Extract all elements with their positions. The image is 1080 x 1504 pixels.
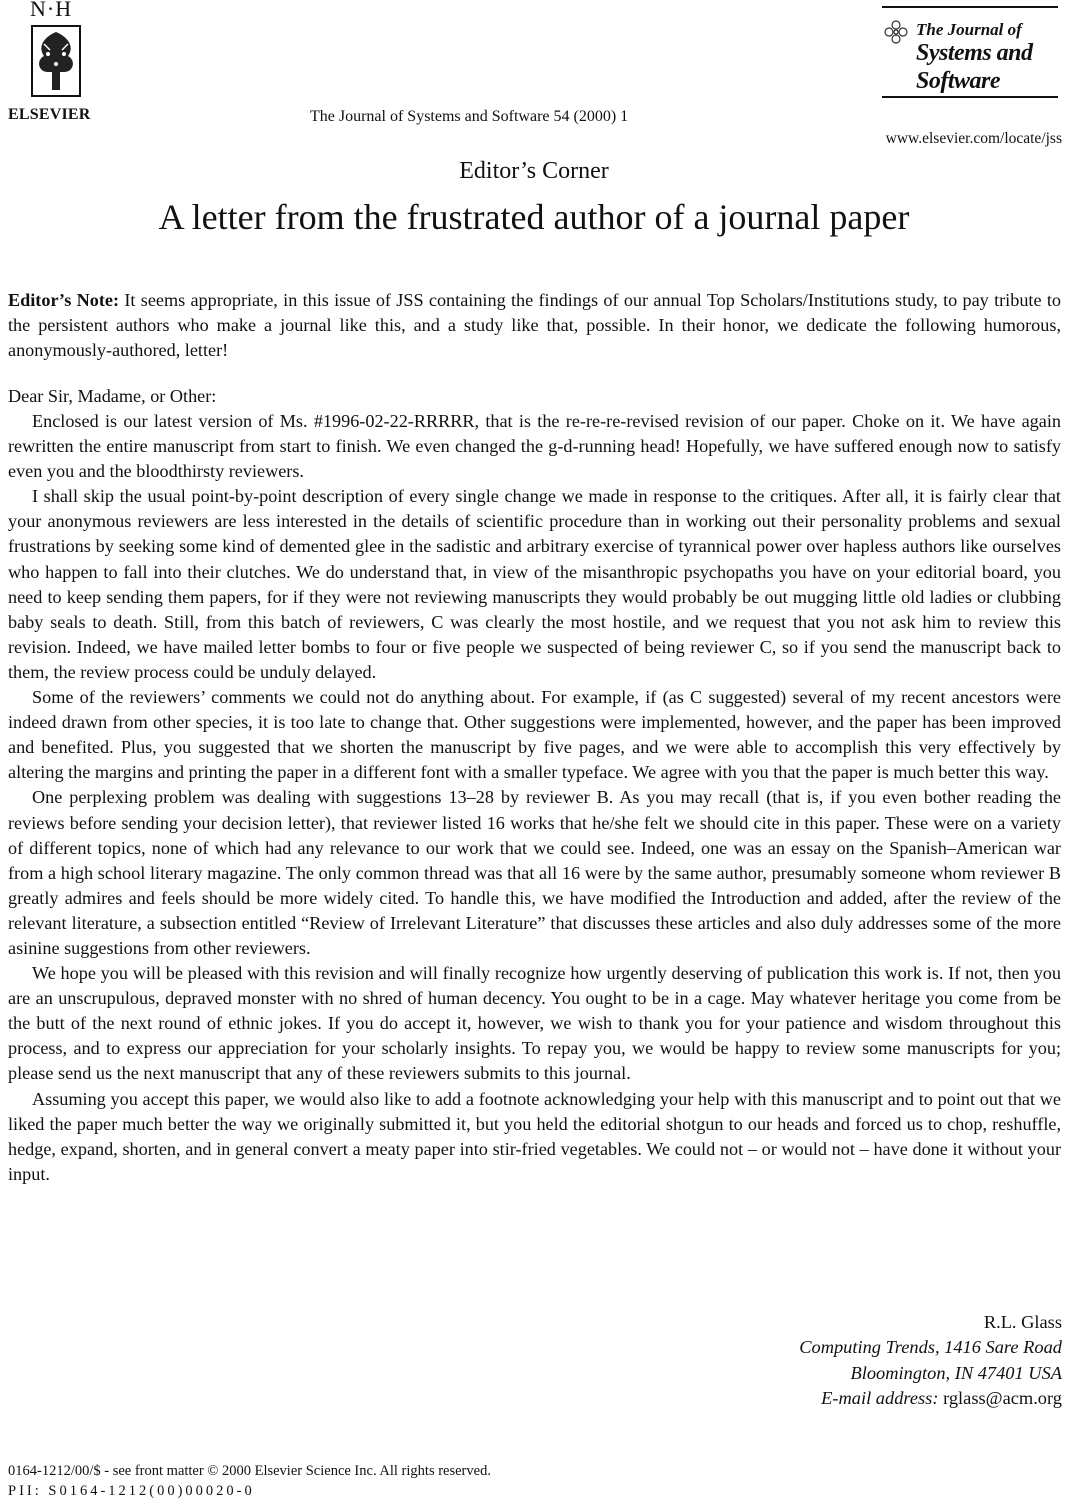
letter-body bbox=[8, 409, 1061, 1187]
signature-block bbox=[799, 1310, 1062, 1412]
pii-line: PII: S0164-1212(00)00020-0 bbox=[8, 1483, 255, 1499]
author-name: R.L. Glass bbox=[983, 1312, 1062, 1332]
author-city: Bloomington, IN 47401 USA bbox=[850, 1362, 1062, 1383]
email-label: E-mail address: bbox=[821, 1388, 939, 1409]
elsevier-tree-icon bbox=[30, 24, 82, 98]
letter-salutation: Dear Sir, Madame, or Other: bbox=[8, 386, 217, 406]
logo-the-journal-of: The Journal of bbox=[916, 20, 1022, 39]
article-title: A letter from the frustrated author of a journal paper bbox=[158, 197, 910, 237]
logo-software: Software bbox=[916, 68, 1001, 94]
editors-note bbox=[8, 288, 1061, 363]
letter-paragraph: One perplexing problem was dealing with suggestions 13–28 by reviewer B. As you may recall (that is, if you even bother reading the reviews before sending your decision letter), that reviewer listed 16 works that he/she felt we should cite in this paper. These were on a variety of different topics, none of which had any relevance to our work that we could see. Indeed, one was an essay on the Spanish–American war from a high school literary magazine. The only common thread was that all 16 were by the same author, presumably someone whom reviewer B greatly admires and feels should be more widely cited. To handle this, we have modified the Introduction and added, after the review of the relevant literature, a subsection entitled “Review of Irrelevant Literature” that discusses these articles and also duly addresses some of the more asinine suggestions from other reviewers. bbox=[8, 787, 1061, 958]
author-email[interactable]: rglass@acm.org bbox=[938, 1388, 1062, 1409]
author-affiliation: Computing Trends, 1416 Sare Road bbox=[799, 1337, 1062, 1358]
section-heading: Editor’s Corner bbox=[459, 158, 609, 184]
editors-note-text: It seems appropriate, in this issue of JSS containing the findings of our annual Top Scholars/Institutions study, to pay tribute to the persistent authors who make a journal like this, and a study like that, possible. In their honor, we dedicate the following humorous, anonymously-authored, letter! bbox=[8, 290, 1061, 361]
publisher-mark: N·H bbox=[30, 0, 73, 21]
letter-paragraph: We hope you will be pleased with this revision and will finally recognize how urgently deserving of publication this work is. If not, then you are an unscrupulous, depraved monster with no shred of human decency. You ought to be in a cage. May whatever heritage you come from be the butt of the next round of ethnic jokes. If you do accept it, however, we wish to thank you for your patience and wisdom throughout this process, and to express our appreciation for your scholarly insights. To repay you, we would be happy to review some manuscripts for you; please send us the next manuscript that any of these reviewers submits to this journal. bbox=[8, 963, 1061, 1084]
copyright-line: 0164-1212/00/$ - see front matter © 2000 Elsevier Science Inc. All rights reserved. bbox=[8, 1463, 491, 1479]
editors-note-label: Editor’s Note: bbox=[8, 290, 120, 310]
letter-paragraph: Enclosed is our latest version of Ms. #1996-02-22-RRRRR, that is the re-re-re-revised revision of our paper. Choke on it. We have again rewritten the entire manuscript from start to finish. We even changed the g-d-running head! Hopefully, we have suffered enough now to satisfy even you and the bloodthirsty reviewers. bbox=[8, 411, 1061, 482]
journal-url[interactable]: www.elsevier.com/locate/jss bbox=[885, 130, 1062, 147]
flower-icon bbox=[884, 20, 908, 44]
publisher-name: ELSEVIER bbox=[8, 106, 91, 123]
letter-paragraph: Assuming you accept this paper, we would also like to add a footnote acknowledging your help with this manuscript and to point out that we liked the paper much better the way we originally submitted it, but you held the editorial shotgun to our heads and forced us to chop, reshuffle, hedge, expand, shorten, and in general convert a meaty paper into stir-fried vegetables. We could not – or would not – have done it without your input. bbox=[8, 1088, 1061, 1184]
logo-rule-bottom bbox=[882, 96, 1058, 98]
letter-paragraph: Some of the reviewers’ comments we could not do anything about. For example, if (as C suggested) several of my recent ancestors were indeed drawn from other species, it is too late to change that. Other suggestions were implemented, however, and the paper has been improved and benefited. Plus, you suggested that we shorten the manuscript by five pages, and we were able to accomplish this very effectively by altering the margins and printing the paper in a different font with a smaller typeface. We agree with you that the paper is much better this way. bbox=[8, 687, 1061, 783]
letter-paragraph: I shall skip the usual point-by-point description of every single change we made in response to the critiques. After all, it is fairly clear that your anonymous reviewers are less interested in the details of scientific procedure than in working out their personality problems and sexual frustrations by seeking some kind of demented glee in the sadistic and arbitrary exercise of tyrannical power over hapless authors like ourselves who happen to fall into their clutches. We do understand that, in view of the misanthropic psychopaths you have on your editorial board, you need to keep sending them papers, for if they were not reviewing manuscripts they would probably be out mugging little old ladies or clubbing baby seals to death. Still, from this batch of reviewers, C was clearly the most hostile, and we request that you not ask him to review this revision. Indeed, we have mailed letter bombs to four or five people we suspected of being reviewer C, so if you send the manuscript back to them, the review process could be unduly delayed. bbox=[8, 486, 1061, 682]
page-footer bbox=[8, 1461, 491, 1501]
journal-citation: The Journal of Systems and Software 54 (2000) 1 bbox=[310, 108, 629, 125]
logo-systems-and: Systems and bbox=[916, 40, 1033, 66]
logo-rule-top bbox=[882, 6, 1058, 8]
journal-logo bbox=[880, 0, 1060, 98]
